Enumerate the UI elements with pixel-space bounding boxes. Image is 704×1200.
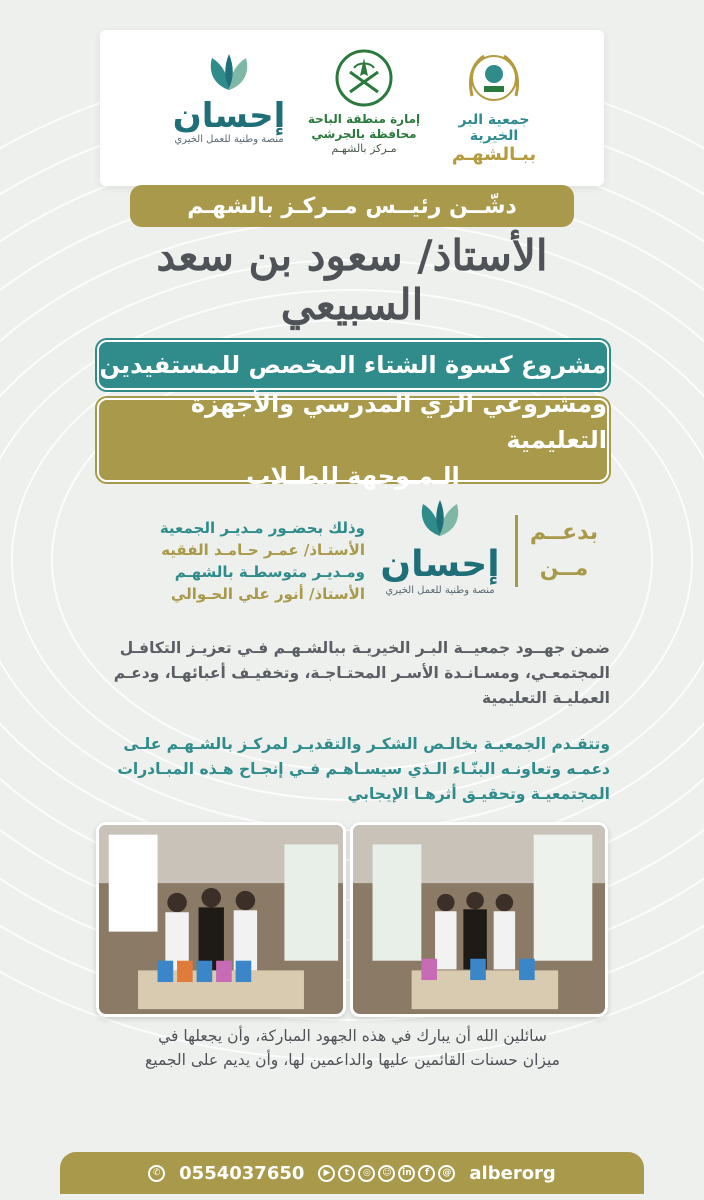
ihsan-leaf-icon (405, 495, 475, 541)
social-icons (318, 1165, 455, 1182)
footer-contact-bar (60, 1152, 644, 1194)
attendee-line: الأستاذ/ أنور علي الحـوالي (170, 585, 365, 603)
emirate-logo (304, 48, 424, 155)
ihsan-leaf-icon (194, 50, 264, 94)
at-icon: @ (438, 1165, 455, 1182)
support-logo-name: إحسان (380, 544, 500, 585)
attendee-line: ومـديـر متوسطـة بالشهـم (174, 563, 365, 581)
project-1-text: مشروع كسوة الشتاء المخصص للمستفيدين (99, 351, 607, 379)
instagram-icon[interactable]: ◎ (358, 1165, 375, 1182)
support-by-label (515, 515, 610, 587)
closing-prayer (95, 1024, 610, 1072)
person-name-calligraphy: الأستاذ/ سعود بن سعد السبيعي (156, 231, 548, 329)
social-handle[interactable]: alberorg (469, 1162, 556, 1184)
support-by-line1: بدعــم (529, 520, 599, 545)
snapchat-icon[interactable]: ☺ (378, 1165, 395, 1182)
albir-wheat-icon (462, 48, 526, 108)
event-photo-left (96, 822, 346, 1017)
emirate-line1: إمارة منطقة الباحة (307, 112, 421, 126)
closing-line1: سائلين الله أن يبارك في هذه الجهود المباركة، وأن يجعلها في (158, 1027, 547, 1045)
facebook-icon[interactable]: f (418, 1165, 435, 1182)
paragraph-efforts: ضمن جهــود جمعيــة البـر الخيريـة ببالشـهـم فـي تعزيـز التكافـل المجتمعـي، ومسـانـدة الأسـر المحتـاجـة، وتخفيـف أعبائهـا، ودعـم العمليـة التعليمية (113, 639, 610, 707)
albir-logo (434, 48, 554, 165)
support-by-line2: مــن (539, 556, 589, 581)
phone-number[interactable]: 0554037650 (179, 1162, 305, 1184)
attendees-list (95, 517, 365, 605)
albir-line2: ببـالشهـم (451, 144, 537, 165)
paragraph-thanks: وتتقـدم الجمعيـة بخالـص الشكـر والتقديـر لمركـز بالشـهـم علـى دعمـه وتعاونـه البنّـاء الـذي سيسـاهـم فـي إنجـاح هـذه المبـادرات المجتمعيـة وتحقيـق أثرهـا الإيجابي (117, 735, 610, 803)
project-1-banner (97, 340, 609, 390)
ihsan-logo (154, 50, 304, 145)
whatsapp-icon[interactable]: ✆ (148, 1165, 165, 1182)
event-photo-right (350, 822, 608, 1017)
project-2-line2: الـمـوجهة للطـلاب (246, 462, 460, 490)
ihsan-logo-subtitle: منصة وطنية للعمل الخيري (174, 134, 284, 145)
emirate-line2: محافظة بالجرشي (311, 127, 417, 141)
twitter-icon[interactable]: t (338, 1165, 355, 1182)
youtube-icon[interactable]: ▶ (318, 1165, 335, 1182)
linkedin-icon[interactable]: in (398, 1165, 415, 1182)
header-logo-card (100, 30, 604, 186)
emirate-line3: مـركز بالشهـم (331, 142, 397, 155)
support-ihsan-logo (365, 495, 515, 596)
support-logo-subtitle: منصة وطنية للعمل الخيري (385, 585, 495, 596)
project-2-line1: ومشروعي الزي المدرسي والأجهزة التعليمية (190, 390, 607, 454)
ihsan-logo-name: إحسان (172, 96, 286, 136)
saudi-emblem-icon (334, 48, 394, 108)
attendee-line: وذلك بحضـور مـديـر الجمعية (159, 519, 365, 537)
support-section (95, 495, 610, 625)
attendee-line: الأستـاذ/ عمـر حـامـد الفقيه (161, 541, 365, 559)
launch-banner: دشّــن رئيــس مــركـز بالشهـم (130, 185, 574, 227)
albir-line1: جمعية البر الخيرية (458, 112, 530, 144)
project-2-banner (97, 390, 609, 490)
closing-line2: ميزان حسنات القائمين عليها والداعمين لها، وأن يديم على الجميع (145, 1051, 560, 1069)
